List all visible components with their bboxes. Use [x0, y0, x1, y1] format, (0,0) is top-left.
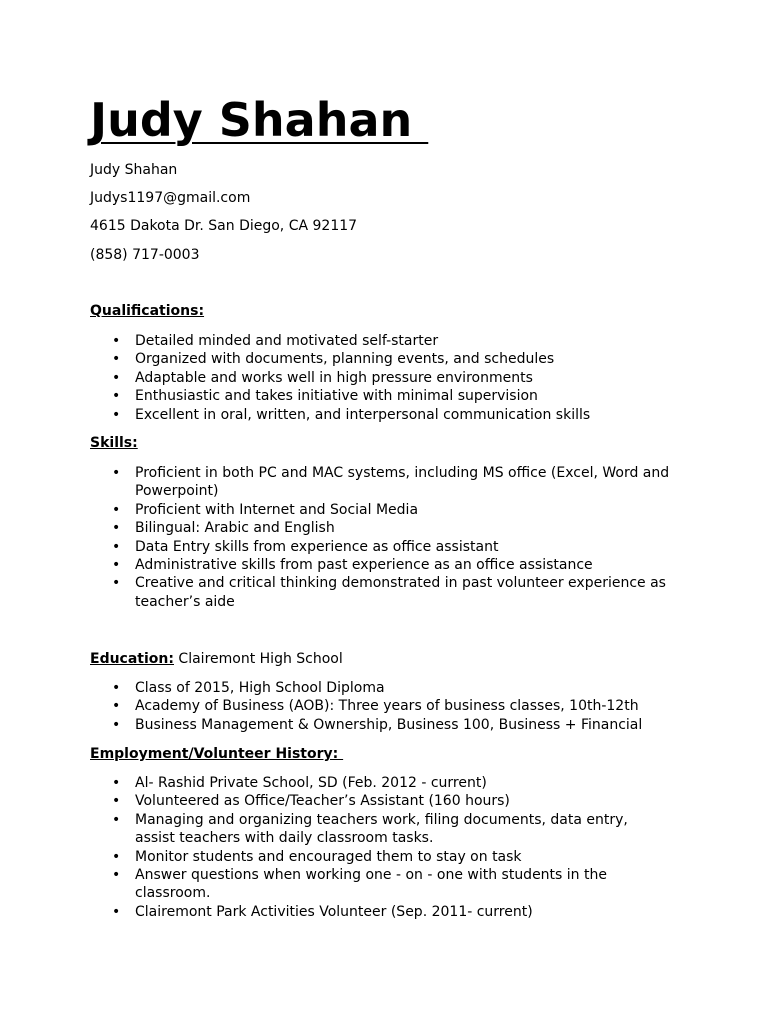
list-item — [112, 387, 672, 405]
list-item-text: Clairemont Park Activities Volunteer (Sep. 2011- current) — [135, 903, 533, 920]
list-item — [112, 774, 672, 792]
list-item — [112, 369, 672, 387]
list-item — [112, 501, 672, 519]
education-label: Education: — [90, 651, 174, 667]
list-item — [112, 519, 672, 537]
list-item-text: Adaptable and works well in high pressure environments — [135, 369, 533, 386]
contact-name: Judy Shahan — [90, 162, 178, 178]
list-item-text: Volunteered as Office/Teacher’s Assistant (160 hours) — [135, 793, 510, 810]
bullet-icon: • — [112, 538, 121, 555]
list-item — [112, 716, 672, 734]
list-item-text: Managing and organizing teachers work, filing documents, data entry, assist teachers with daily classroom tasks. — [135, 811, 628, 847]
bullet-icon: • — [112, 351, 121, 368]
list-item — [112, 866, 672, 903]
list-item — [112, 538, 672, 556]
list-item — [112, 848, 672, 866]
list-item-text: Excellent in oral, written, and interpersonal communication skills — [135, 406, 591, 423]
list-item-text: Organized with documents, planning events, and schedules — [135, 351, 555, 368]
contact-address: 4615 Dakota Dr. San Diego, CA 92117 — [90, 218, 358, 234]
bullet-icon: • — [112, 520, 121, 537]
bullet-icon: • — [112, 369, 121, 386]
list-item-text: Academy of Business (AOB): Three years of business classes, 10th-12th — [135, 698, 639, 715]
contact-phone: (858) 717-0003 — [90, 247, 200, 263]
list-item-text: Monitor students and encouraged them to stay on task — [135, 848, 522, 865]
bullet-icon: • — [112, 388, 121, 405]
skills-list — [112, 464, 672, 611]
list-item — [112, 811, 672, 848]
bullet-icon: • — [112, 501, 121, 518]
skills-heading: Skills: — [90, 435, 138, 451]
list-item-text: Bilingual: Arabic and English — [135, 520, 335, 537]
qualifications-list — [112, 332, 672, 424]
bullet-icon: • — [112, 557, 121, 574]
list-item-text: Administrative skills from past experience as an office assistance — [135, 557, 593, 574]
list-item-text: Class of 2015, High School Diploma — [135, 680, 385, 696]
education-list — [112, 679, 672, 734]
list-item — [112, 332, 672, 350]
contact-email: Judys1197@gmail.com — [90, 190, 251, 206]
bullet-icon: • — [112, 333, 121, 349]
list-item — [112, 903, 672, 921]
list-item-text: Answer questions when working one - on - one with students in the classroom. — [135, 867, 607, 902]
list-item — [112, 697, 672, 715]
list-item-text: Al- Rashid Private School, SD (Feb. 2012 - current) — [135, 775, 487, 791]
education-heading — [90, 650, 343, 668]
list-item — [112, 464, 672, 501]
list-item-text: Detailed minded and motivated self-starter — [135, 333, 439, 349]
list-item-text: Proficient with Internet and Social Media — [135, 501, 419, 518]
employment-heading: Employment/Volunteer History: — [90, 746, 344, 762]
list-item — [112, 679, 672, 697]
bullet-icon: • — [112, 793, 121, 810]
bullet-icon: • — [112, 680, 121, 696]
bullet-icon: • — [112, 867, 121, 884]
list-item-text: Proficient in both PC and MAC systems, including MS office (Excel, Word and Powerpoint) — [135, 465, 670, 500]
list-item-text: Data Entry skills from experience as office assistant — [135, 538, 499, 555]
list-item — [112, 350, 672, 368]
bullet-icon: • — [112, 811, 121, 828]
bullet-icon: • — [112, 465, 121, 481]
bullet-icon: • — [112, 406, 121, 423]
bullet-icon: • — [112, 698, 121, 715]
bullet-icon: • — [112, 775, 121, 791]
bullet-icon: • — [112, 575, 121, 592]
list-item — [112, 556, 672, 574]
list-item — [112, 406, 672, 424]
qualifications-heading: Qualifications: — [90, 303, 205, 319]
list-item-text: Creative and critical thinking demonstrated in past volunteer experience as teacher’s aide — [135, 575, 666, 610]
list-item-text: Enthusiastic and takes initiative with minimal supervision — [135, 388, 538, 405]
list-item — [112, 792, 672, 810]
education-school: Clairemont High School — [173, 651, 343, 667]
bullet-icon: • — [112, 848, 121, 865]
employment-list — [112, 774, 672, 921]
list-item — [112, 574, 672, 611]
bullet-icon: • — [112, 716, 121, 733]
list-item-text: Business Management & Ownership, Business 100, Business + Financial — [135, 716, 643, 733]
name-heading: Judy Shahan — [90, 93, 429, 147]
bullet-icon: • — [112, 903, 121, 920]
